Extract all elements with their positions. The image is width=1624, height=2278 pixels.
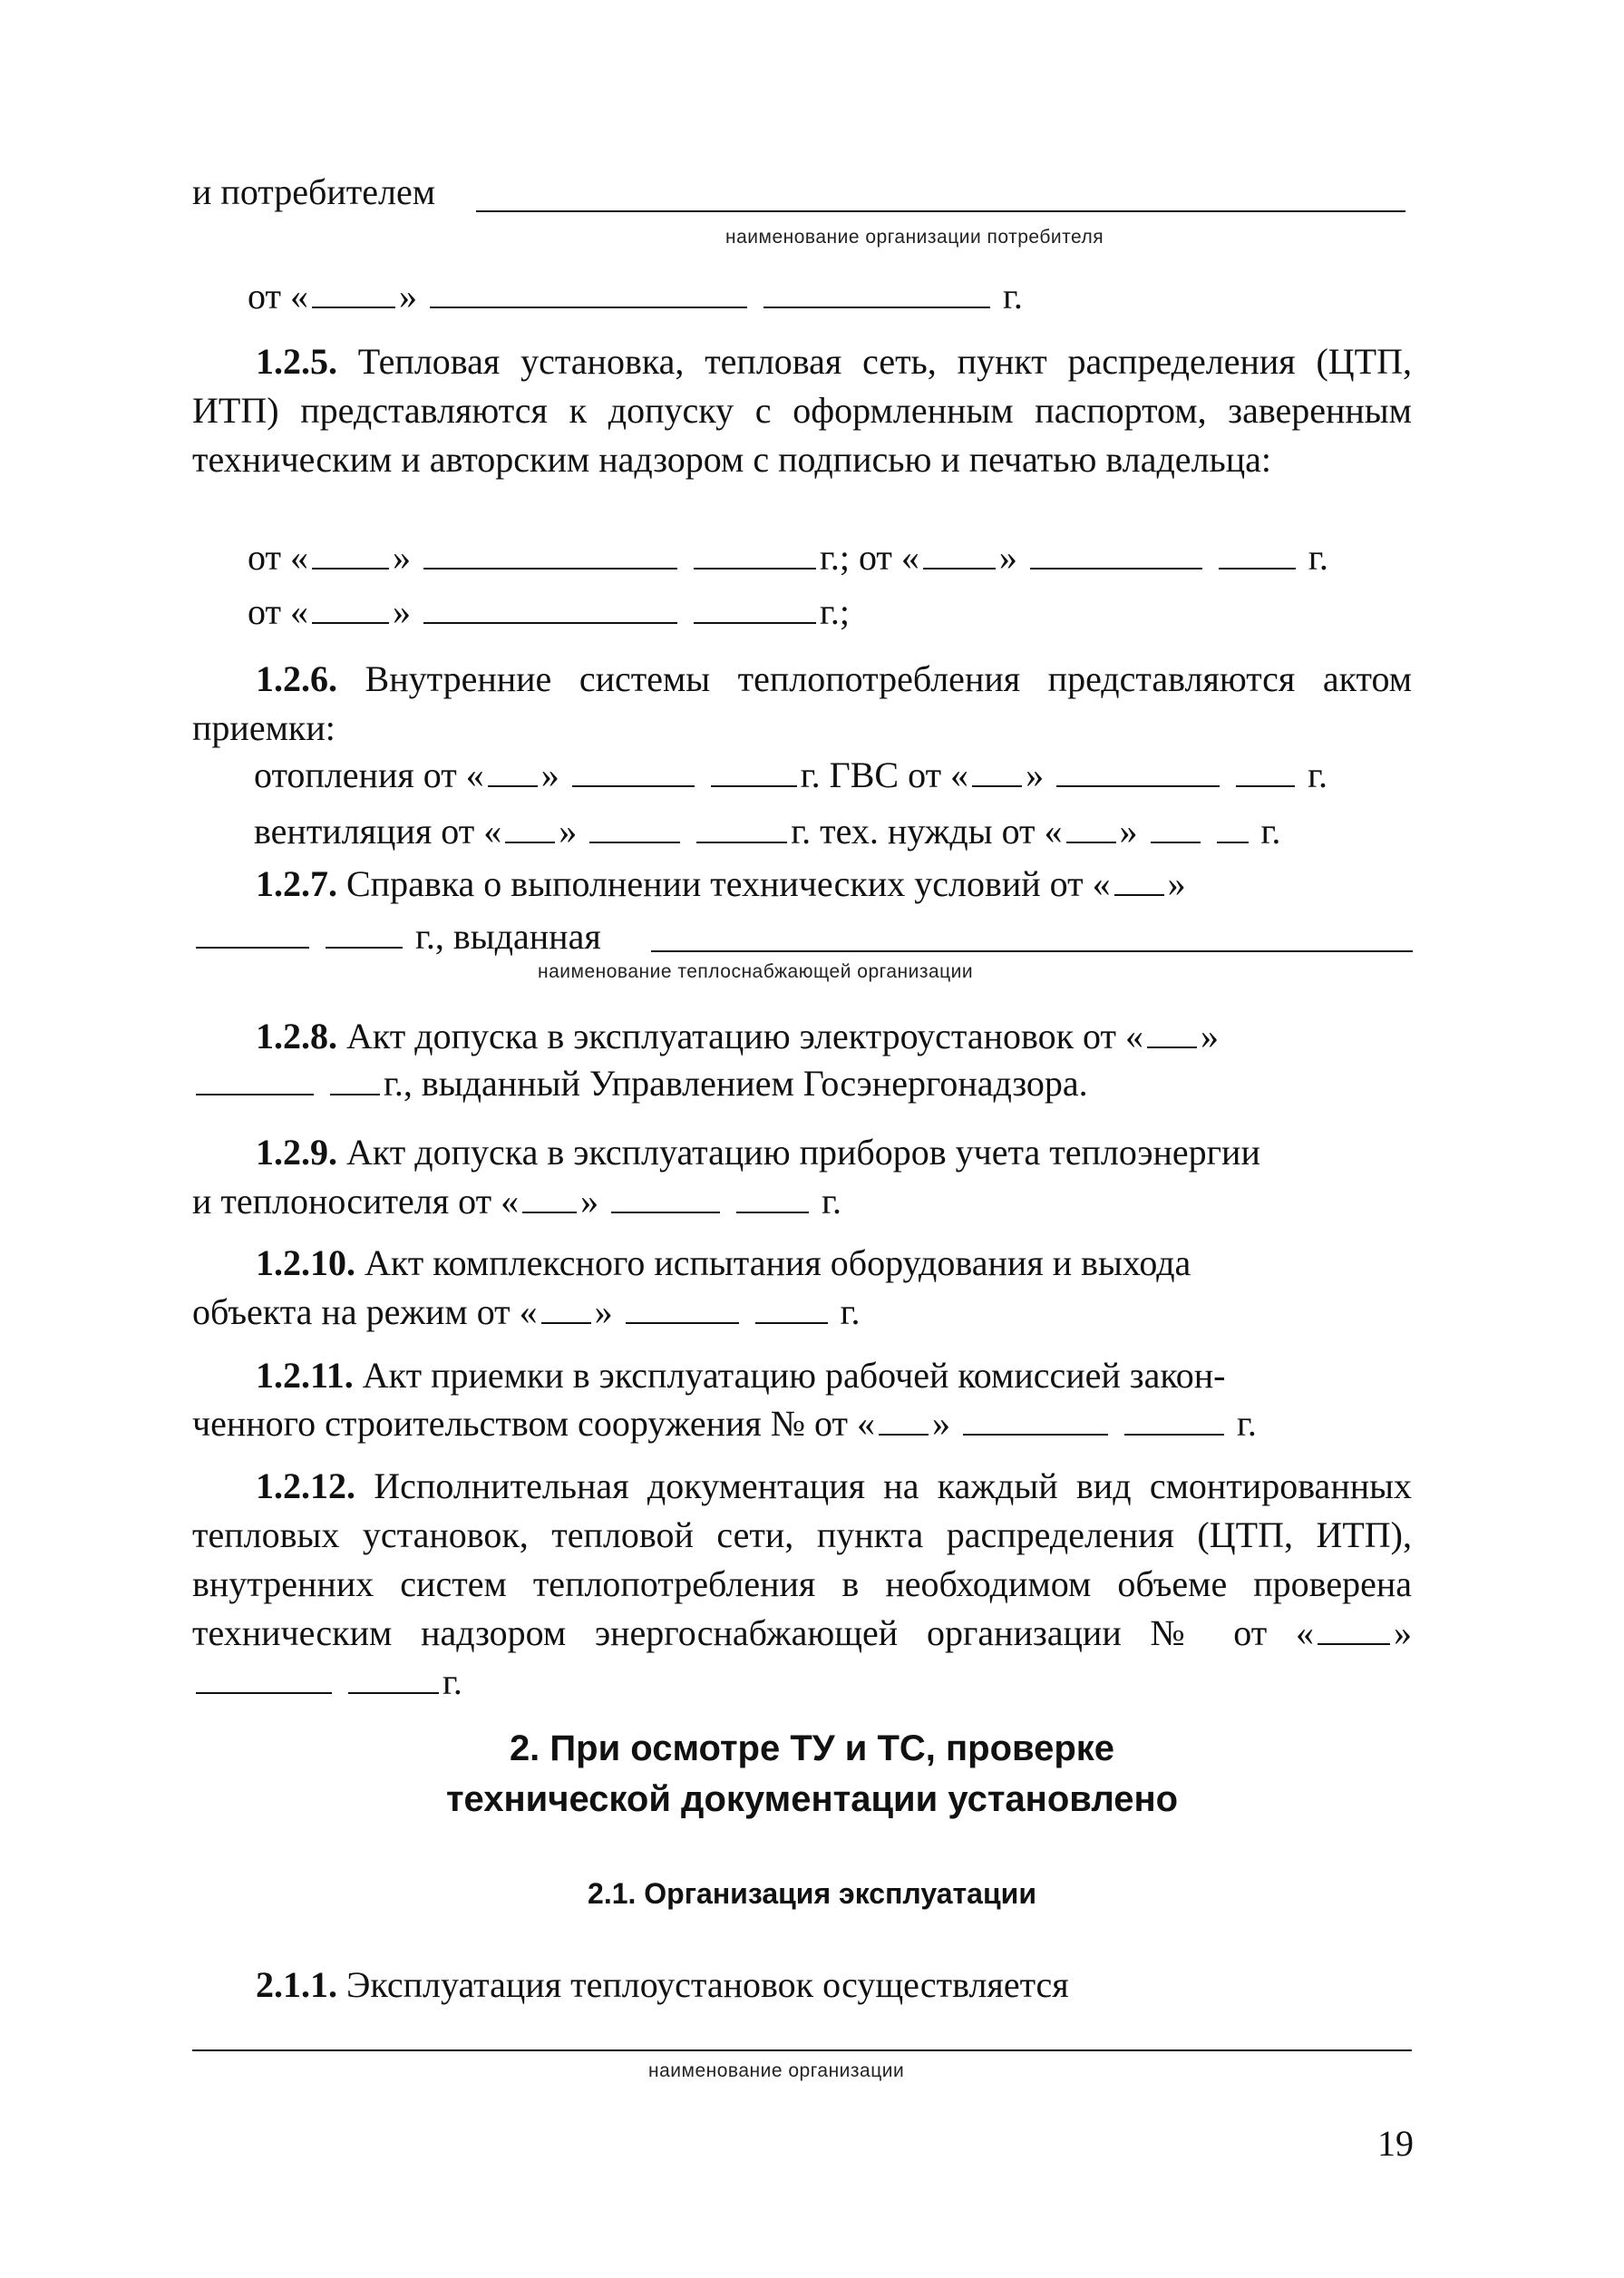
blank bbox=[1066, 814, 1116, 843]
blank bbox=[1030, 540, 1202, 570]
paragraph-1-2-12: 1.2.12. Исполнительная документация на каждый вид смонтированных тепловых установок, тепловой сети, пункта распределения (ЦТП, ИТП), внутренних систем теплопотребления в необходимом объеме проверена техническим надзором энергоснабжающей организации № от « » г. bbox=[192, 1465, 1412, 1702]
blank bbox=[589, 814, 680, 843]
issuer-rule bbox=[651, 950, 1413, 952]
blank bbox=[694, 595, 816, 624]
blank bbox=[312, 595, 389, 624]
date-line-125-b: от « » г.; bbox=[248, 591, 850, 632]
blank bbox=[312, 279, 395, 308]
blank bbox=[312, 540, 389, 570]
blank bbox=[963, 1407, 1108, 1436]
paragraph-1-2-8: 1.2.8. Акт допуска в эксплуатацию электроустановок от « » bbox=[256, 1016, 1219, 1056]
paragraph-1-2-11-cont: ченного строительством сооружения № от « » г. bbox=[192, 1403, 1257, 1444]
blank bbox=[1318, 1616, 1390, 1645]
blank bbox=[763, 279, 990, 308]
date-line-125-a: от « » г.; от « » г. bbox=[248, 537, 1328, 578]
paragraph-1-2-6: 1.2.6. Внутренние системы теплопотребления представляются актом приемки: bbox=[192, 658, 1412, 748]
blank bbox=[1219, 540, 1296, 570]
consumer-label: и потребителем bbox=[192, 171, 436, 212]
blank bbox=[430, 279, 747, 308]
paragraph-2-1-1: 2.1.1. Эксплуатация теплоустановок осуществляется bbox=[256, 1964, 1069, 2005]
blank bbox=[196, 1066, 314, 1095]
blank bbox=[711, 758, 797, 787]
blank bbox=[1056, 758, 1220, 787]
blank bbox=[196, 1665, 332, 1694]
heating-line: отопления от « » г. ГВС от « » г. bbox=[254, 754, 1327, 795]
paragraph-1-2-9: 1.2.9. Акт допуска в эксплуатацию приборов учета теплоэнергии bbox=[256, 1132, 1260, 1173]
paragraph-1-2-9-cont: и теплоносителя от « » г. bbox=[192, 1181, 842, 1222]
organization-caption: наименование организации bbox=[648, 2060, 905, 2081]
blank bbox=[1147, 1019, 1197, 1048]
blank bbox=[505, 814, 555, 843]
blank bbox=[1151, 814, 1201, 843]
blank bbox=[923, 540, 996, 570]
paragraph-1-2-10-cont: объекта на режим от « » г. bbox=[192, 1291, 861, 1332]
paragraph-1-2-5: 1.2.5. Тепловая установка, тепловая сеть, пункт распределения (ЦТП, ИТП) представляются к допуску с оформленным паспортом, заверенным техническим и авторским надзором с подписью и печатью владельца: bbox=[192, 341, 1412, 480]
blank bbox=[326, 920, 403, 949]
blank bbox=[736, 1184, 809, 1213]
blank bbox=[1114, 867, 1164, 896]
ventilation-line: вентиляция от « » г. тех. нужды от « » г. bbox=[254, 811, 1281, 852]
blank bbox=[879, 1407, 929, 1436]
blank bbox=[626, 1295, 739, 1324]
blank bbox=[755, 1295, 828, 1324]
blank bbox=[348, 1665, 439, 1694]
paragraph-1-2-10: 1.2.10. Акт комплексного испытания оборудования и выхода bbox=[256, 1242, 1191, 1283]
blank bbox=[611, 1184, 720, 1213]
blank bbox=[423, 595, 677, 624]
blank bbox=[330, 1066, 380, 1095]
blank bbox=[423, 540, 677, 570]
consumer-rule bbox=[476, 210, 1405, 212]
blank bbox=[488, 758, 538, 787]
consumer-caption: наименование организации потребителя bbox=[725, 227, 1104, 248]
blank bbox=[1124, 1407, 1224, 1436]
blank bbox=[1236, 758, 1295, 787]
blank bbox=[694, 540, 816, 570]
blank bbox=[1217, 814, 1249, 843]
blank bbox=[972, 758, 1022, 787]
blank bbox=[196, 920, 309, 949]
blank bbox=[572, 758, 695, 787]
issued-line-127: г., выданная bbox=[192, 912, 1412, 961]
consumer-line bbox=[192, 168, 1412, 217]
blank bbox=[522, 1184, 577, 1213]
organization-rule bbox=[192, 2049, 1412, 2051]
section-heading: 2. При осмотре ТУ и ТС, проверке технической документации установлено bbox=[445, 1728, 1179, 1819]
date-line-1: от « » г. bbox=[248, 276, 1023, 316]
blank bbox=[696, 814, 787, 843]
paragraph-1-2-7: 1.2.7. Справка о выполнении технических условий от « » bbox=[256, 863, 1186, 904]
blank bbox=[541, 1295, 591, 1324]
page-number: 19 bbox=[1377, 2123, 1414, 2164]
sub-heading: 2.1. Организация эксплуатации bbox=[588, 1877, 1036, 1910]
issued-line-128: г., выданный Управлением Госэнергонадзора. bbox=[192, 1059, 1412, 1108]
issuer-caption: наименование теплоснабжающей организации bbox=[538, 961, 974, 982]
paragraph-1-2-11: 1.2.11. Акт приемки в эксплуатацию рабочей комиссией закон- bbox=[256, 1355, 1226, 1396]
